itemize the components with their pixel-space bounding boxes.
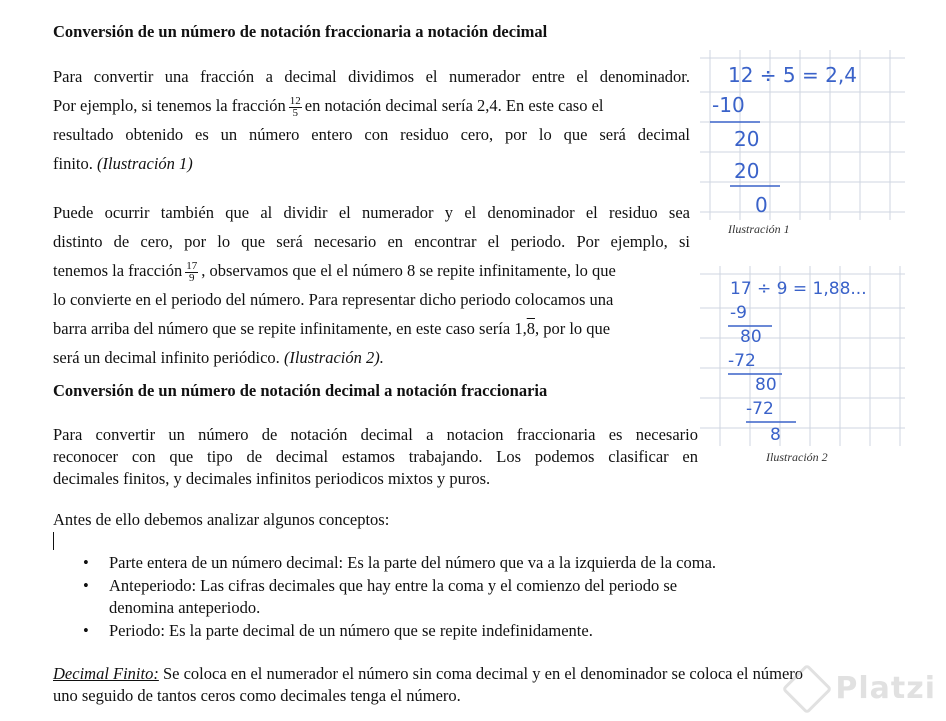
- section1-paragraph2: [53, 198, 690, 372]
- section2-title: Conversión de un número de notación decimal a notación fraccionaria: [53, 381, 548, 400]
- text-line: [53, 663, 913, 685]
- illustration2-image: [700, 266, 905, 446]
- division-row: 0: [755, 193, 768, 217]
- list-item-text: denomina anteperiodo.: [109, 598, 261, 617]
- section2-paragraph1: [53, 424, 698, 490]
- platzi-watermark: [789, 671, 936, 708]
- illustration-ref: (Ilustración 1): [97, 154, 193, 173]
- division-row: -72: [728, 351, 756, 371]
- concepts-list: [53, 552, 853, 643]
- text-line: decimales finitos, y decimales infinitos periodicos mixtos y puros.: [53, 469, 491, 488]
- numerator: 17: [186, 259, 198, 272]
- list-item-text: Parte entera de un número decimal: Es la parte del número que va a la izquierda de la coma.: [109, 553, 717, 572]
- text-line: distinto de cero, por lo que será necesario en encontrar el periodo. Por ejemplo, si: [53, 232, 690, 251]
- division-row: -72: [746, 399, 774, 419]
- illustration-ref: (Ilustración 2).: [283, 348, 384, 367]
- text-line: Para convertir un número de notación decimal a notacion fraccionaria es necesario: [53, 425, 698, 444]
- text-run: Por ejemplo, si tenemos la fracción: [53, 96, 286, 115]
- division-row: -10: [712, 93, 745, 117]
- list-item-text: Periodo: Es la parte decimal de un número que se repite indefinidamente.: [109, 621, 593, 640]
- division-row: 80: [755, 375, 777, 395]
- division-row: 17 ÷ 9 = 1,88...: [730, 279, 867, 299]
- list-item: [83, 552, 853, 574]
- illustration1-caption: Ilustración 1: [728, 222, 790, 236]
- text-cursor: [53, 532, 54, 550]
- text-line: [53, 314, 690, 343]
- division-row: 20: [734, 159, 760, 183]
- text-run: , observamos que el el número 8 se repite infinitamente, lo que: [201, 261, 616, 280]
- illustration2-caption: Ilustración 2: [766, 450, 828, 464]
- denominator: 5: [292, 106, 299, 119]
- text-line: resultado obtenido es un número entero con residuo cero, por lo que será decimal: [53, 125, 690, 144]
- division-row: 8: [770, 425, 781, 445]
- section2-paragraph2: [53, 509, 389, 531]
- text-line: lo convierte en el periodo del número. Para representar dicho periodo colocamos una: [53, 290, 614, 309]
- text-run: en notación decimal sería 2,4. En este caso el: [304, 96, 604, 115]
- text-run: Se coloca en el numerador el número sin coma decimal y en el denominador se coloca el número: [158, 664, 804, 683]
- fraction-12-5: [289, 96, 302, 119]
- division-row: 12 ÷ 5 = 2,4: [728, 63, 857, 87]
- text-line: uno seguido de tantos ceros como decimales tenga el número.: [53, 686, 461, 705]
- fraction-17-9: [185, 261, 198, 284]
- division-row: 80: [740, 327, 762, 347]
- numerator: 12: [289, 94, 301, 107]
- text-line: Puede ocurrir también que al dividir el numerador y el denominador el residuo sea: [53, 203, 690, 222]
- division-row: -9: [730, 303, 747, 323]
- text-line: [53, 343, 690, 372]
- text-line: [53, 149, 690, 178]
- text-run: barra arriba del número que se repite infinitamente, en este caso sería 1,: [53, 319, 527, 338]
- text-run: será un decimal infinito periódico.: [53, 348, 280, 367]
- division-row: 20: [734, 127, 760, 151]
- text-line: [53, 91, 690, 120]
- text-run: finito.: [53, 154, 93, 173]
- handwritten-division: [728, 279, 867, 445]
- handwritten-division: [712, 63, 857, 217]
- text-run: , por lo que: [534, 319, 611, 338]
- list-item: [83, 575, 853, 619]
- bullet: •: [83, 553, 89, 572]
- illustration1-image: [700, 50, 905, 220]
- text-line: Antes de ello debemos analizar algunos conceptos:: [53, 510, 390, 529]
- bullet: •: [83, 621, 89, 640]
- text-line: reconocer con que tipo de decimal estamos trabajando. Los podemos clasificar en: [53, 447, 698, 466]
- text-run: tenemos la fracción: [53, 261, 183, 280]
- section1-paragraph1: [53, 62, 690, 178]
- list-item: [83, 620, 853, 642]
- section1-title: Conversión de un número de notación fraccionaria a notación decimal: [53, 22, 548, 41]
- term-label: Decimal Finito:: [53, 664, 159, 683]
- platzi-logo-icon: [782, 664, 833, 715]
- denominator: 9: [188, 271, 195, 284]
- bullet: •: [83, 576, 89, 595]
- list-item-text: Anteperiodo: Las cifras decimales que hay entre la coma y el comienzo del periodo se: [109, 576, 678, 595]
- text-line: Para convertir una fracción a decimal dividimos el numerador entre el denominador.: [53, 67, 690, 86]
- watermark-text: Platzi: [835, 670, 936, 706]
- text-line: [53, 256, 690, 285]
- period-digit: 8: [526, 319, 535, 338]
